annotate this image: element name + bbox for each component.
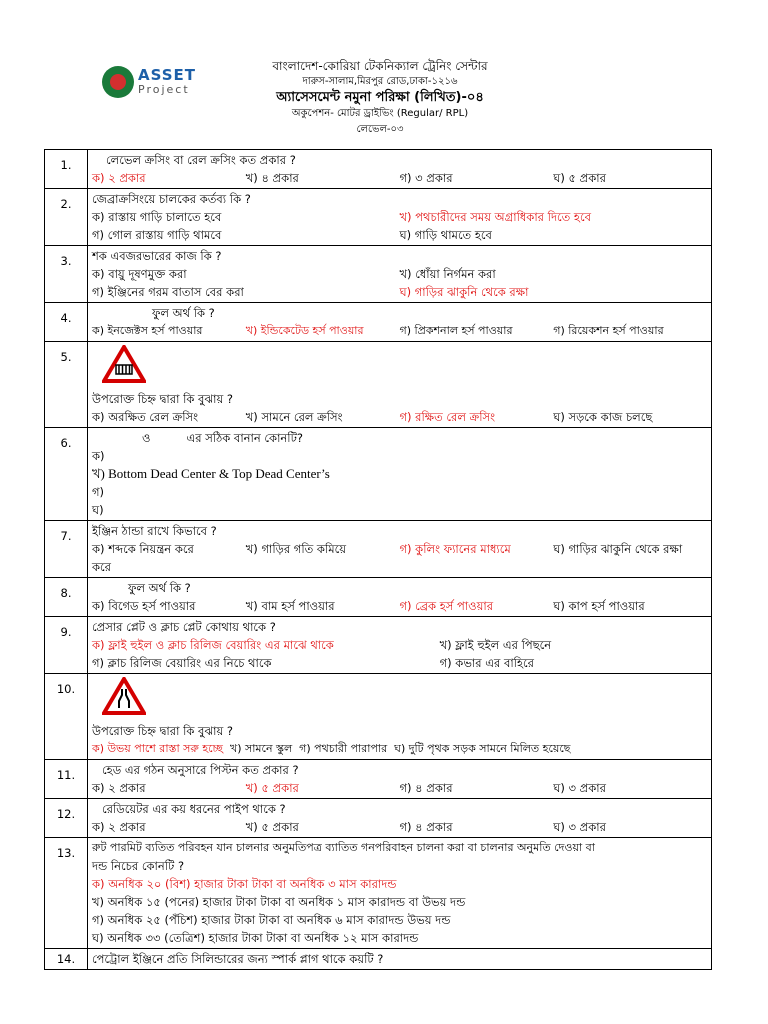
- question-number: 12.: [45, 799, 88, 838]
- question-row: [45, 342, 712, 428]
- question-row: [45, 949, 712, 970]
- option-a: ক) বায়ু দূষণমুক্ত করা: [92, 267, 187, 281]
- logo-title: ASSET: [138, 66, 197, 84]
- option-a: ক) অরক্ষিত রেল ক্রসিং: [92, 410, 199, 424]
- question-text-part2: এর সঠিক বানান কোনটি?: [186, 431, 303, 445]
- option-a: ক) ২ প্রকার: [92, 781, 146, 795]
- road-narrows-sign-icon: [102, 677, 146, 715]
- option-c: গ) ইঞ্জিনের গরম বাতাস বের করা: [92, 285, 244, 299]
- option-b: খ) পথচারীদের সময় অগ্রাধিকার দিতে হবে: [399, 210, 591, 224]
- question-body: [88, 150, 712, 189]
- question-number: 2.: [45, 189, 88, 246]
- question-text: হেড এর গঠন অনুসারে পিস্টন কত প্রকার ?: [102, 763, 299, 777]
- question-row: [45, 150, 712, 189]
- option-b: খ) ধোঁয়া নির্গমন করা: [399, 267, 496, 281]
- question-body: [88, 189, 712, 246]
- question-row: [45, 189, 712, 246]
- question-body: [88, 521, 712, 578]
- option-a: ক) অনধিক ২০ (বিশ) হাজার টাকা টাকা বা অনধিক ৩ মাস কারাদন্ড: [92, 877, 397, 891]
- question-body: [88, 838, 712, 949]
- question-text: উপরোক্ত চিহ্ন দ্বারা কি বুঝায় ?: [92, 724, 234, 738]
- institute-address: দারুস-সালাম,মিরপুর রোড,ঢাকা-১২১৬: [302, 76, 458, 87]
- option-a: ক) বিগেড হর্স পাওয়ার: [92, 599, 196, 613]
- option-c: গ): [92, 485, 105, 499]
- asset-project-logo: [102, 66, 212, 102]
- option-b: খ) ৫ প্রকার: [245, 820, 299, 834]
- question-text: [92, 429, 707, 447]
- question-number: 10.: [45, 674, 88, 760]
- option-c: গ) অনধিক ২৫ (পঁচিশ) হাজার টাকা টাকা বা অনধিক ৬ মাস কারাদন্ড উভয় দন্ড: [92, 913, 451, 927]
- option-d: ঘ) সড়কে কাজ চলছে: [553, 410, 653, 424]
- occupation: অকুপেশন- মোটর ড্রাইভিং (Regular/ RPL): [291, 108, 469, 119]
- question-row: [45, 838, 712, 949]
- option-d: ঘ) অনধিক ৩৩ (তেত্রিশ) হাজার টাকা টাকা বা অনধিক ১২ মাস কারাদন্ড: [92, 931, 419, 945]
- question-body: [88, 428, 712, 521]
- question-number: 7.: [45, 521, 88, 578]
- option-c: গ) ৪ প্রকার: [399, 820, 453, 834]
- option-d: ঘ) গাড়ি থামতে হবে: [399, 228, 492, 242]
- option-c: গ) পথচারী পারাপার: [299, 742, 388, 755]
- question-table: [44, 149, 712, 970]
- question-text: উপরোক্ত চিহ্ন দ্বারা কি বুঝায় ?: [92, 392, 234, 406]
- option-d: ঘ) কাপ হর্স পাওয়ার: [553, 599, 645, 613]
- question-number: 14.: [45, 949, 88, 970]
- option-a: ক) ২ প্রকার: [92, 820, 146, 834]
- question-row: [45, 428, 712, 521]
- question-row: [45, 617, 712, 674]
- question-row: [45, 799, 712, 838]
- question-number: 1.: [45, 150, 88, 189]
- question-text: রেডিয়েটর এর কয় ধরনের পাইপ থাকে ?: [102, 802, 286, 816]
- railway-crossing-sign-icon: [102, 345, 146, 383]
- question-text: ফুল অর্থ কি ?: [128, 581, 191, 595]
- question-row: [45, 246, 712, 303]
- question-row: [45, 303, 712, 342]
- option-a: ক) রাস্তায় গাড়ি চালাতে হবে: [92, 210, 222, 224]
- exam-title: অ্যাসেসমেন্ট নমুনা পরিক্ষা (লিখিত)-০৪: [276, 90, 484, 105]
- question-body: [88, 949, 712, 970]
- option-d: ঘ) গাড়ির ঝাকুনি থেকে রক্ষা: [399, 285, 529, 299]
- option-b: খ) ৫ প্রকার: [245, 781, 299, 795]
- question-number: 11.: [45, 760, 88, 799]
- question-text: লেভেল ক্রসিং বা রেল ক্রসিং কত প্রকার ?: [106, 153, 296, 167]
- question-text: রুট পারমিট ব্যতিত পরিবহন যান চালনার অনুমতিপত্র ব্যাতিত গনপরিবাহন চালনা করা বা চালনার অনুমতি দেওয়া বা: [92, 841, 595, 854]
- question-number: 4.: [45, 303, 88, 342]
- option-b: খ) গাড়ির গতি কমিয়ে: [245, 542, 347, 556]
- option-b: খ) সামনে স্কুল: [229, 742, 293, 755]
- option-d: ঘ) দুটি পৃথক সড়ক সামনে মিলিত হয়েছে: [394, 742, 571, 755]
- question-text: ফুল অর্থ কি ?: [152, 306, 215, 320]
- options: [92, 169, 707, 187]
- option-b: খ) ৪ প্রকার: [245, 171, 299, 185]
- question-number: 13.: [45, 838, 88, 949]
- question-row: [45, 521, 712, 578]
- document-header: [200, 58, 560, 138]
- option-a: ক) ২ প্রকার: [92, 171, 146, 185]
- institute-name: বাংলাদেশ-কোরিয়া টেকনিক্যাল ট্রেনিং সেন্টার: [272, 59, 488, 73]
- question-body: [88, 799, 712, 838]
- government-seal-icon: [102, 66, 134, 98]
- question-text: পেট্রোল ইঞ্জিনে প্রতি সিলিন্ডারের জন্য স্পার্ক প্লাগ থাকে কয়টি ?: [92, 952, 384, 966]
- logo-subtitle: Project: [138, 83, 190, 96]
- option-c: গ) ব্রেক হর্স পাওয়ার: [399, 599, 494, 613]
- question-number: 9.: [45, 617, 88, 674]
- option-d: ঘ): [92, 503, 104, 517]
- question-number: 6.: [45, 428, 88, 521]
- question-text-continued: দন্ড নিচের কোনটি ?: [92, 859, 185, 873]
- option-d: গ) রিয়েকশন হর্স পাওয়ার: [553, 324, 664, 337]
- option-b: খ) ইন্ডিকেটেড হর্স পাওয়ার: [245, 324, 364, 337]
- question-number: 5.: [45, 342, 88, 428]
- option-b: খ) সামনে রেল ক্রসিং: [245, 410, 343, 424]
- question-body: [88, 578, 712, 617]
- question-row: [45, 674, 712, 760]
- option-d-continued: করে: [92, 560, 111, 574]
- option-d: গ) কভার এর বাহিরে: [439, 656, 534, 670]
- question-body: [88, 674, 712, 760]
- option-a: ক): [92, 449, 105, 463]
- option-c: গ) ৩ প্রকার: [399, 171, 453, 185]
- option-c: গ) প্রিকশনাল হর্স পাওয়ার: [399, 324, 513, 337]
- option-c: গ) ৪ প্রকার: [399, 781, 453, 795]
- option-c: গ) ক্লাচ রিলিজ বেয়ারিং এর নিচে থাকে: [92, 656, 272, 670]
- question-text: শক এবজরভারের কাজ কি ?: [92, 249, 222, 263]
- question-body: [88, 342, 712, 428]
- option-a: ক) ইনজেক্টস হর্স পাওয়ার: [92, 324, 203, 337]
- question-text-part1: ও: [142, 431, 151, 445]
- question-number: 3.: [45, 246, 88, 303]
- question-body: [88, 617, 712, 674]
- level: লেভেল-০৩: [356, 124, 404, 135]
- option-b: খ) অনধিক ১৫ (পনের) হাজার টাকা টাকা বা অনধিক ১ মাস কারাদন্ড বা উভয় দন্ড: [92, 895, 466, 909]
- option-d: ঘ) গাড়ির ঝাকুনি থেকে রক্ষা: [553, 542, 683, 556]
- option-c: গ) কুলিং ফ্যানের মাধ্যমে: [399, 542, 511, 556]
- question-body: [88, 246, 712, 303]
- option-b: খ) ফ্লাই হুইল এর পিছনে: [439, 638, 552, 652]
- option-b: খ) বাম হর্স পাওয়ার: [245, 599, 335, 613]
- option-d: ঘ) ৩ প্রকার: [553, 781, 606, 795]
- option-d: ঘ) ৩ প্রকার: [553, 820, 606, 834]
- question-row: [45, 760, 712, 799]
- option-d: ঘ) ৫ প্রকার: [553, 171, 606, 185]
- question-text: প্রেসার প্লেট ও ক্লাচ প্লেট কোথায় থাকে ?: [92, 620, 276, 634]
- question-row: [45, 578, 712, 617]
- option-b: খ) Bottom Dead Center & Top Dead Center’s: [92, 466, 330, 481]
- question-number: 8.: [45, 578, 88, 617]
- question-body: [88, 303, 712, 342]
- option-a: ক) উভয় পাশে রাস্তা সরু হচ্ছে: [92, 742, 223, 755]
- question-body: [88, 760, 712, 799]
- option-c: গ) রক্ষিত রেল ক্রসিং: [399, 410, 496, 424]
- option-a: ক) ফ্লাই হুইল ও ক্লাচ রিলিজ বেয়ারিং এর মাঝে থাকে: [92, 638, 334, 652]
- option-c: গ) গোল রাস্তায় গাড়ি থামবে: [92, 228, 222, 242]
- question-text: ইঞ্জিন ঠান্ডা রাখে কিভাবে ?: [92, 524, 217, 538]
- question-text: জেব্রাক্রসিংয়ে চালকের কর্তব্য কি ?: [92, 192, 251, 206]
- option-a: ক) শব্দকে নিয়ন্ত্রন করে: [92, 542, 194, 556]
